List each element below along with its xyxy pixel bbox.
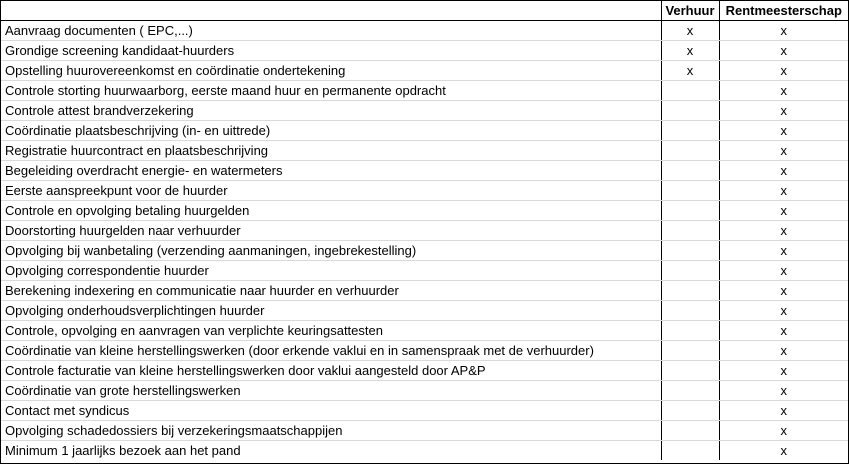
rentmeesterschap-cell: x [719, 241, 848, 261]
task-cell: Aanvraag documenten ( EPC,...) [1, 21, 661, 41]
table-row [1, 261, 848, 281]
verhuur-cell [661, 341, 719, 361]
task-cell: Registratie huurcontract en plaatsbeschrijving [1, 141, 661, 161]
task-cell: Coördinatie plaatsbeschrijving (in- en uittrede) [1, 121, 661, 141]
rentmeesterschap-cell: x [719, 341, 848, 361]
table-row [1, 201, 848, 221]
task-cell: Opvolging schadedossiers bij verzekeringsmaatschappijen [1, 421, 661, 441]
verhuur-cell [661, 181, 719, 201]
table-row [1, 81, 848, 101]
rentmeesterschap-cell: x [719, 61, 848, 81]
rentmeesterschap-cell: x [719, 41, 848, 61]
verhuur-cell [661, 161, 719, 181]
verhuur-cell: x [661, 21, 719, 41]
verhuur-cell: x [661, 41, 719, 61]
verhuur-cell [661, 141, 719, 161]
verhuur-cell [661, 281, 719, 301]
task-cell: Coördinatie van grote herstellingswerken [1, 381, 661, 401]
rentmeesterschap-cell: x [719, 221, 848, 241]
task-cell: Doorstorting huurgelden naar verhuurder [1, 221, 661, 241]
table-row [1, 221, 848, 241]
verhuur-cell [661, 81, 719, 101]
table-row [1, 281, 848, 301]
rentmeesterschap-cell: x [719, 321, 848, 341]
rentmeesterschap-cell: x [719, 281, 848, 301]
verhuur-cell [661, 241, 719, 261]
table-row [1, 341, 848, 361]
task-cell: Begeleiding overdracht energie- en watermeters [1, 161, 661, 181]
task-cell: Opstelling huurovereenkomst en coördinatie ondertekening [1, 61, 661, 81]
task-cell: Opvolging bij wanbetaling (verzending aanmaningen, ingebrekestelling) [1, 241, 661, 261]
verhuur-cell [661, 441, 719, 461]
task-cell: Minimum 1 jaarlijks bezoek aan het pand [1, 441, 661, 461]
task-cell: Opvolging onderhoudsverplichtingen huurder [1, 301, 661, 321]
table-body [1, 21, 848, 461]
header-task [1, 1, 661, 21]
services-table [1, 1, 848, 460]
task-cell: Controle en opvolging betaling huurgelden [1, 201, 661, 221]
verhuur-cell [661, 421, 719, 441]
task-cell: Opvolging correspondentie huurder [1, 261, 661, 281]
task-cell: Controle facturatie van kleine herstellingswerken door vaklui aangesteld door AP&P [1, 361, 661, 381]
rentmeesterschap-cell: x [719, 101, 848, 121]
rentmeesterschap-cell: x [719, 261, 848, 281]
table-row [1, 161, 848, 181]
verhuur-cell [661, 221, 719, 241]
rentmeesterschap-cell: x [719, 141, 848, 161]
rentmeesterschap-cell: x [719, 301, 848, 321]
task-cell: Controle attest brandverzekering [1, 101, 661, 121]
header-rentmeesterschap: Rentmeesterschap [719, 1, 848, 21]
header-row [1, 1, 848, 21]
table-row [1, 21, 848, 41]
task-cell: Controle, opvolging en aanvragen van verplichte keuringsattesten [1, 321, 661, 341]
table-row [1, 41, 848, 61]
task-cell: Coördinatie van kleine herstellingswerken (door erkende vaklui en in samenspraak met de verhuurder) [1, 341, 661, 361]
rentmeesterschap-cell: x [719, 421, 848, 441]
header-verhuur: Verhuur [661, 1, 719, 21]
table-row [1, 401, 848, 421]
table-row [1, 381, 848, 401]
rentmeesterschap-cell: x [719, 121, 848, 141]
table-row [1, 121, 848, 141]
table-row [1, 301, 848, 321]
rentmeesterschap-cell: x [719, 81, 848, 101]
rentmeesterschap-cell: x [719, 181, 848, 201]
table-row [1, 241, 848, 261]
task-cell: Grondige screening kandidaat-huurders [1, 41, 661, 61]
verhuur-cell [661, 261, 719, 281]
table-row [1, 101, 848, 121]
rentmeesterschap-cell: x [719, 401, 848, 421]
rentmeesterschap-cell: x [719, 161, 848, 181]
verhuur-cell: x [661, 61, 719, 81]
table-row [1, 321, 848, 341]
rentmeesterschap-cell: x [719, 381, 848, 401]
table-row [1, 181, 848, 201]
table-row [1, 141, 848, 161]
table-row [1, 421, 848, 441]
task-cell: Berekening indexering en communicatie naar huurder en verhuurder [1, 281, 661, 301]
verhuur-cell [661, 201, 719, 221]
rentmeesterschap-cell: x [780, 443, 787, 458]
table-row [1, 61, 848, 81]
task-cell: Controle storting huurwaarborg, eerste maand huur en permanente opdracht [1, 81, 661, 101]
table-row [1, 441, 848, 461]
verhuur-cell [661, 101, 719, 121]
verhuur-cell [661, 381, 719, 401]
verhuur-cell [661, 321, 719, 341]
verhuur-cell [661, 301, 719, 321]
rentmeesterschap-cell: x [719, 21, 848, 41]
rentmeesterschap-cell: x [719, 361, 848, 381]
task-cell: Contact met syndicus [1, 401, 661, 421]
verhuur-cell [661, 121, 719, 141]
table-row [1, 361, 848, 381]
verhuur-cell [661, 401, 719, 421]
rentmeesterschap-cell: x [719, 201, 848, 221]
task-cell: Eerste aanspreekpunt voor de huurder [1, 181, 661, 201]
verhuur-cell [661, 361, 719, 381]
